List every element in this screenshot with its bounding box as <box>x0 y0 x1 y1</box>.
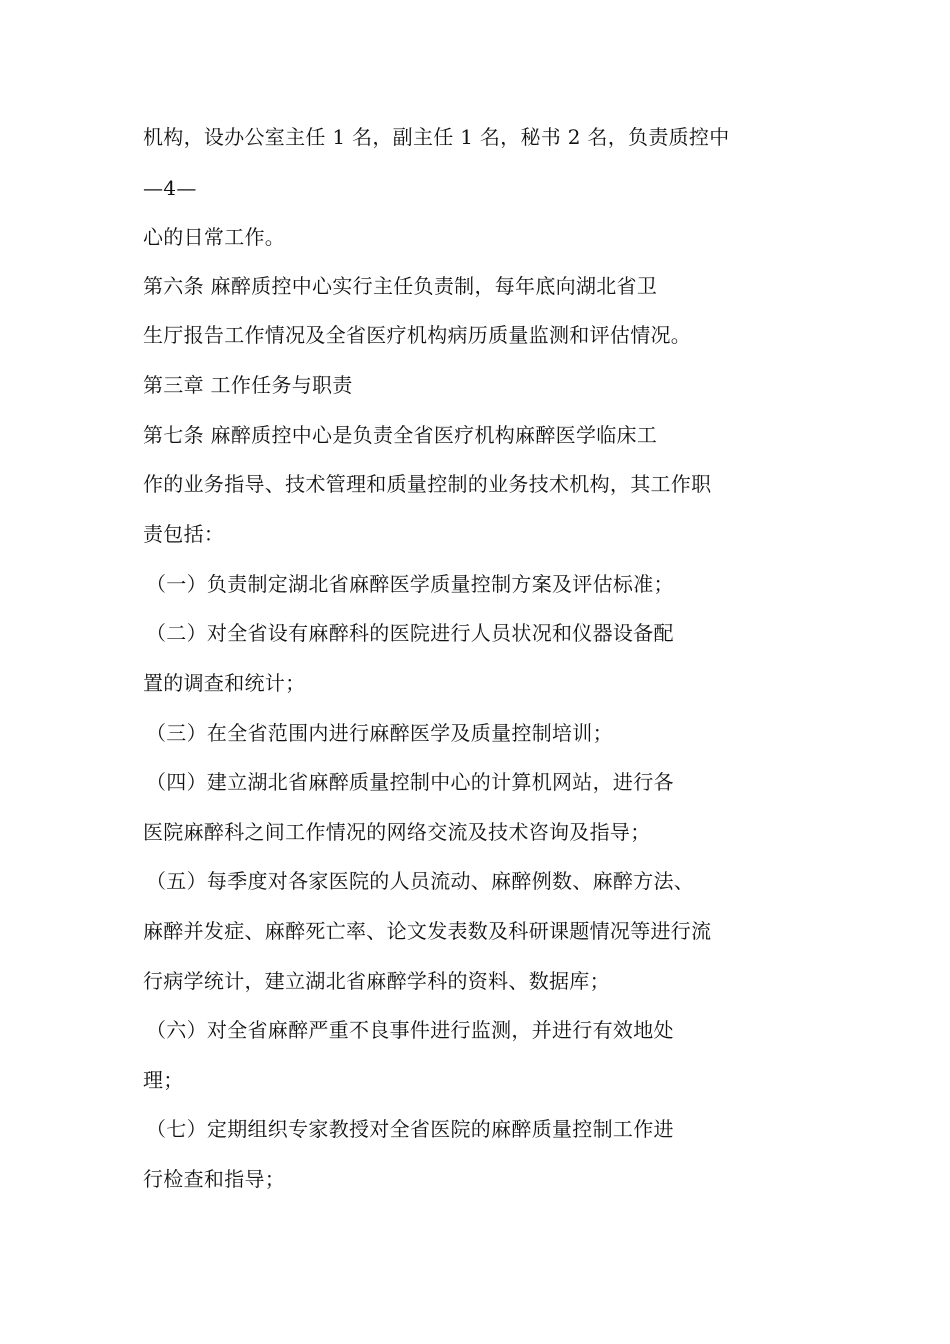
chapter-3-heading: 第三章 工作任务与职责 <box>143 373 353 397</box>
text-line: 理； <box>143 1068 184 1092</box>
list-item-5: （五）每季度对各家医院的人员流动、麻醉例数、麻醉方法、 <box>146 869 695 893</box>
text-line: 麻醉并发症、麻醉死亡率、论文发表数及科研课题情况等进行流 <box>143 919 712 943</box>
list-item-1: （一）负责制定湖北省麻醉医学质量控制方案及评估标准； <box>146 572 674 596</box>
list-item-7: （七）定期组织专家教授对全省医院的麻醉质量控制工作进 <box>146 1117 674 1141</box>
text-line: 医院麻醉科之间工作情况的网络交流及技术咨询及指导； <box>143 820 651 844</box>
text-line: 心的日常工作。 <box>143 225 286 249</box>
text-line: 行检查和指导； <box>143 1167 286 1191</box>
list-item-4: （四）建立湖北省麻醉质量控制中心的计算机网站，进行各 <box>146 770 674 794</box>
list-item-2: （二）对全省设有麻醉科的医院进行人员状况和仪器设备配 <box>146 621 674 645</box>
article-6-heading: 第六条 麻醉质控中心实行主任负责制，每年底向湖北省卫 <box>143 274 658 298</box>
text-line: 生厅报告工作情况及全省医疗机构病历质量监测和评估情况。 <box>143 323 692 347</box>
text-line: 机构，设办公室主任 1 名，副主任 1 名，秘书 2 名，负责质控中 <box>143 125 730 149</box>
text-line: 置的调查和统计； <box>143 671 306 695</box>
list-item-6: （六）对全省麻醉严重不良事件进行监测，并进行有效地处 <box>146 1018 674 1042</box>
article-7-heading: 第七条 麻醉质控中心是负责全省医疗机构麻醉医学临床工 <box>143 423 658 447</box>
list-item-3: （三）在全省范围内进行麻醉医学及质量控制培训； <box>146 721 613 745</box>
text-line: 作的业务指导、技术管理和质量控制的业务技术机构，其工作职 <box>143 472 712 496</box>
page-number: —4— <box>143 176 197 200</box>
text-line: 责包括： <box>143 522 225 546</box>
text-line: 行病学统计，建立湖北省麻醉学科的资料、数据库； <box>143 969 610 993</box>
